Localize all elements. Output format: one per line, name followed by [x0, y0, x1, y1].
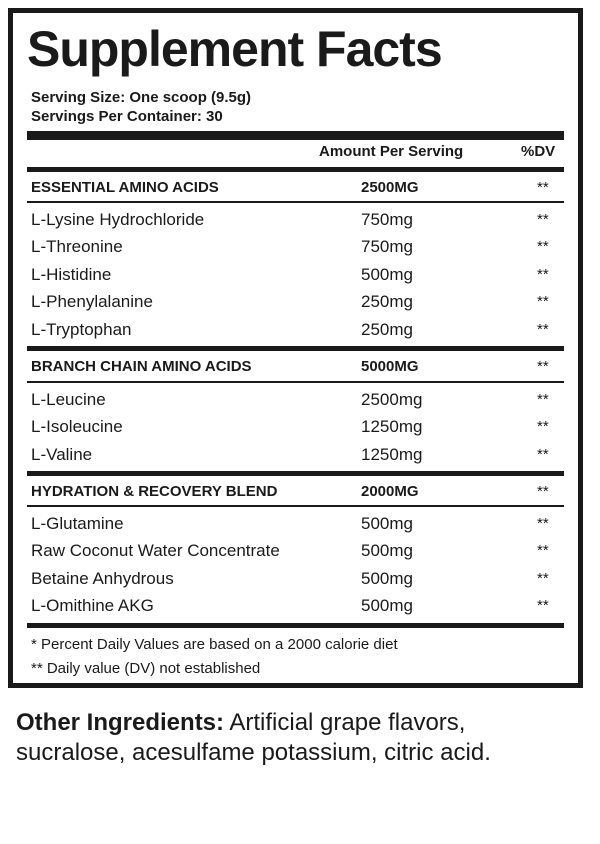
section-thin-rule — [27, 201, 564, 203]
other-ingredients-label: Other Ingredients: — [16, 709, 225, 736]
section-dv: ** — [537, 179, 549, 196]
ingredient-amount: 250mg — [361, 292, 413, 311]
ingredient-amount: 500mg — [361, 514, 413, 533]
ingredient-amount: 1250mg — [361, 445, 423, 464]
ingredient-name: L-Isoleucine — [31, 417, 123, 436]
ingredient-amount: 500mg — [361, 596, 413, 615]
supplement-facts-panel — [8, 8, 583, 688]
ingredient-dv: ** — [537, 446, 549, 463]
ingredient-dv: ** — [537, 597, 549, 614]
ingredient-name: L-Histidine — [31, 265, 112, 284]
ingredient-amount: 750mg — [361, 237, 413, 256]
footer-rule — [27, 623, 564, 628]
ingredient-dv: ** — [537, 542, 549, 559]
column-header-amount: Amount Per Serving — [319, 143, 464, 160]
footnote-dv-not-established: ** Daily value (DV) not established — [31, 660, 261, 677]
other-ingredients — [16, 708, 576, 768]
ingredient-dv: ** — [537, 391, 549, 408]
section-amount: 2500MG — [361, 179, 419, 196]
ingredient-amount: 1250mg — [361, 417, 423, 436]
ingredient-dv: ** — [537, 570, 549, 587]
ingredient-amount: 250mg — [361, 320, 413, 339]
ingredient-name: L-Omithine AKG — [31, 596, 154, 615]
ingredient-name: L-Glutamine — [31, 514, 124, 533]
ingredient-name: L-Tryptophan — [31, 320, 132, 339]
section-divider-rule — [27, 471, 564, 476]
section-thin-rule — [27, 381, 564, 383]
ingredient-name: L-Lysine Hydrochloride — [31, 210, 205, 229]
ingredient-amount: 2500mg — [361, 390, 423, 409]
ingredient-dv: ** — [537, 238, 549, 255]
section-dv: ** — [537, 358, 549, 375]
section-amount: 2000MG — [361, 483, 419, 500]
section-name: HYDRATION & RECOVERY BLEND — [31, 483, 278, 500]
ingredient-amount: 500mg — [361, 569, 413, 588]
section-divider-rule — [27, 346, 564, 351]
thick-rule — [27, 131, 564, 140]
ingredient-dv: ** — [537, 266, 549, 283]
ingredient-name: L-Threonine — [31, 237, 123, 256]
servings-per-container: Servings Per Container: 30 — [31, 108, 223, 125]
ingredient-name: Raw Coconut Water Concentrate — [31, 541, 280, 560]
footnote-percent-daily: * Percent Daily Values are based on a 2000 calorie diet — [31, 636, 398, 653]
ingredient-name: L-Leucine — [31, 390, 106, 409]
ingredient-dv: ** — [537, 293, 549, 310]
ingredient-dv: ** — [537, 211, 549, 228]
section-name: BRANCH CHAIN AMINO ACIDS — [31, 358, 252, 375]
ingredient-dv: ** — [537, 515, 549, 532]
section-name: ESSENTIAL AMINO ACIDS — [31, 179, 219, 196]
column-header-dv: %DV — [521, 143, 556, 160]
section-thin-rule — [27, 505, 564, 507]
ingredient-amount: 750mg — [361, 210, 413, 229]
section-amount: 5000MG — [361, 358, 419, 375]
other-ingredients-text: Artificial grape flavors, sucralose, acesulfame potassium, citric acid. — [16, 709, 491, 766]
section-dv: ** — [537, 483, 549, 500]
ingredient-dv: ** — [537, 321, 549, 338]
ingredient-amount: 500mg — [361, 541, 413, 560]
serving-size: Serving Size: One scoop (9.5g) — [31, 89, 252, 106]
ingredient-name: L-Valine — [31, 445, 93, 464]
ingredient-name: L-Phenylalanine — [31, 292, 153, 311]
medium-rule — [27, 167, 564, 172]
ingredient-dv: ** — [537, 418, 549, 435]
panel-title: Supplement Facts — [27, 21, 442, 77]
ingredient-amount: 500mg — [361, 265, 413, 284]
ingredient-name: Betaine Anhydrous — [31, 569, 174, 588]
